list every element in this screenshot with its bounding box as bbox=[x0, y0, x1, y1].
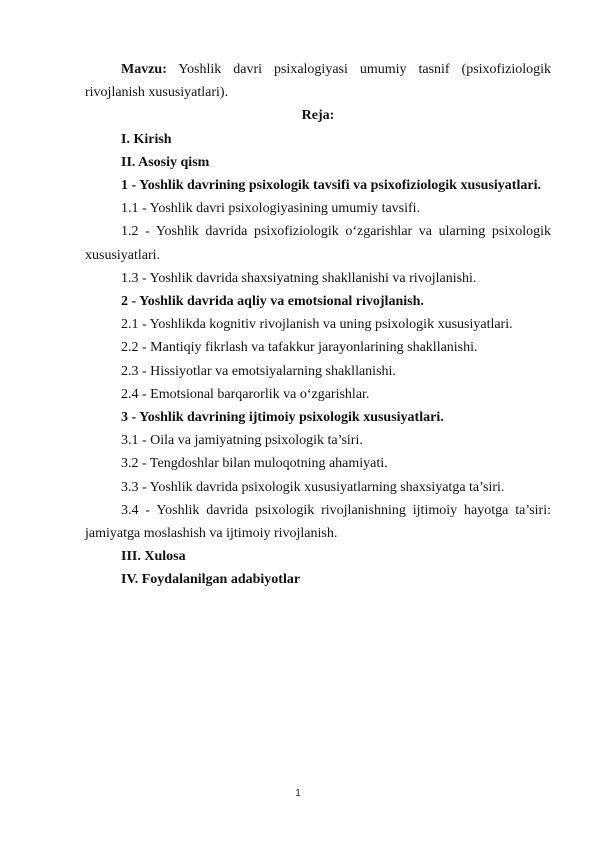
plan-item: 2.1 - Yoshlikda kognitiv rivojlanish va uning psixologik xususiyatlari. bbox=[121, 317, 513, 333]
plan-item: 2 - Yoshlik davrida aqliy va emotsional rivojlanish. bbox=[121, 294, 424, 310]
topic-text: Yoshlik davri psixalogiyasi umumiy tasnif (psixofiziologik rivojlanish xususiyatlari). bbox=[85, 62, 551, 101]
plan-item: 2.3 - Hissiyotlar va emotsiyalarning shakllanishi. bbox=[121, 363, 396, 379]
plan-item: 3 - Yoshlik davrining ijtimoiy psixologik xususiyatlari. bbox=[121, 410, 444, 426]
plan-item: 3.1 - Oila va jamiyatning psixologik ta’siri. bbox=[121, 433, 363, 449]
plan-item: II. Asosiy qism bbox=[121, 154, 210, 170]
plan-item: 3.4 - Yoshlik davrida psixologik rivojlanishning ijtimoiy hayotga ta’siri: jamiyatga moslashish va ijtimoiy rivojlanish. bbox=[85, 502, 551, 542]
page-content bbox=[85, 58, 551, 592]
plan-item: I. Kirish bbox=[121, 131, 172, 147]
plan-item: 3.2 - Tengdoshlar bilan muloqotning ahamiyati. bbox=[121, 456, 388, 472]
plan-item: III. Xulosa bbox=[121, 549, 186, 565]
plan-title: Reja: bbox=[301, 108, 335, 124]
page-number: 1 bbox=[295, 788, 301, 799]
plan-item: 1.1 - Yoshlik davri psixologiyasining umumiy tavsifi. bbox=[121, 201, 421, 217]
plan-item: 1.2 - Yoshlik davrida psixofiziologik o‘zgarishlar va ularning psixologik xususiyatlari. bbox=[85, 224, 551, 263]
plan-item: 2.4 - Emotsional barqarorlik va o‘zgarishlar. bbox=[121, 386, 370, 402]
plan-item: 1 - Yoshlik davrining psixologik tavsifi va psixofiziologik xususiyatlari. bbox=[121, 178, 541, 194]
plan-item: 3.3 - Yoshlik davrida psixologik xususiyatlarning shaxsiyatga ta’siri. bbox=[121, 479, 505, 495]
plan-item: IV. Foydalanilgan adabiyotlar bbox=[121, 572, 301, 588]
plan-item: 2.2 - Mantiqiy fikrlash va tafakkur jarayonlarining shakllanishi. bbox=[121, 340, 478, 356]
plan-item: 1.3 - Yoshlik davrida shaxsiyatning shakllanishi va rivojlanishi. bbox=[121, 270, 477, 286]
plan-list bbox=[85, 128, 551, 592]
topic-paragraph bbox=[85, 58, 551, 104]
topic-label: Mavzu: bbox=[121, 62, 167, 77]
